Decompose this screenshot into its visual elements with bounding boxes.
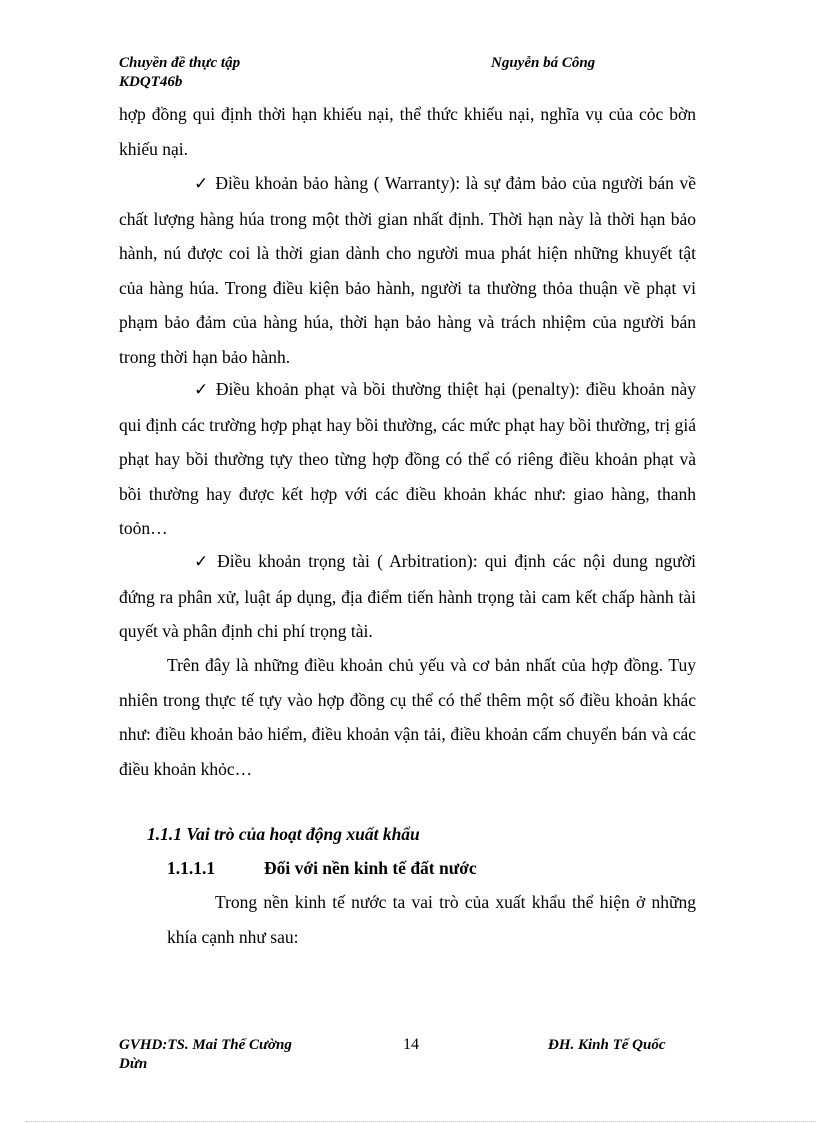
header-right: Nguyễn bá Công — [491, 55, 596, 71]
checkmark-icon: ✓ — [194, 552, 212, 571]
paragraph-intro: Trong nền kinh tế nước ta vai trò của xuất khẩu thể hiện ở những khía cạnh như sau: — [167, 892, 696, 947]
paragraph-penalty-text: Điều khoản phạt và bồi thường thiệt hại (penalty): điều khoản này qui định các trường hợp phạt hay bồi thường, các mức phạt hay bồi thường, trị giá phạt hay bồi thường tựy theo từng hợp đồng có thể có riêng điều khoản phạt và bồi thường hay được kết hợp với các điều khoản khác như: giao hàng, thanh toỏn… — [119, 379, 696, 538]
paragraph-summary: Trên đây là những điều khoản chủ yếu và cơ bản nhất của hợp đồng. Tuy nhiên trong thực tế tựy vào hợp đồng cụ thể có thể thêm một số điều khoản khác như: điều khoản bảo hiểm, điều khoản vận tải, điều khoản cấm chuyển bán và các điều khoản khỏc… — [119, 655, 696, 779]
footer-left-line2: Dừn — [119, 1056, 148, 1072]
paragraph-arbitration-text: Điều khoản trọng tài ( Arbitration): qui định các nội dung người đứng ra phân xử, luật áp dụng, địa điểm tiến hành trọng tài cam kết chấp hành tài quyết và phân định chi phí trọng tài. — [119, 551, 697, 641]
subsection-title: Đối với nền kinh tế đất nước — [264, 858, 477, 878]
subsection-number: 1.1.1.1 — [167, 858, 216, 878]
header-left-line2: KDQT46b — [119, 74, 183, 90]
paragraph-penalty — [119, 372, 696, 546]
paragraph-1: hợp đồng qui định thời hạn khiếu nại, thể thức khiếu nại, nghĩa vụ của cỏc bờn khiếu nại. — [119, 104, 696, 159]
header-left-line1: Chuyền đề thực tập — [119, 55, 241, 71]
page-edge-divider — [26, 1121, 816, 1122]
checkmark-icon: ✓ — [194, 174, 210, 193]
paragraph-arbitration — [119, 544, 696, 649]
footer-left-line1: GVHD:TS. Mai Thế Cường — [119, 1037, 292, 1053]
section-heading: 1.1.1 Vai trò của hoạt động xuất khẩu — [147, 824, 420, 844]
paragraph-warranty-text: Điều khoản bảo hàng ( Warranty): là sự đảm bảo của người bán về chất lượng hàng húa trong một thời gian nhất định. Thời hạn này là thời hạn bảo hành, nú được coi là thời gian dành cho người mua phát hiện những khuyết tật của hàng húa. Trong điều kiện bảo hành, người ta thường thỏa thuận về phạt vi phạm bảo đảm của hàng húa, thời hạn bảo hàng và trách nhiệm của người bán trong thời hạn bảo hành. — [119, 173, 696, 367]
footer-right: ĐH. Kinh Tế Quốc — [548, 1037, 666, 1053]
page-number: 14 — [403, 1036, 419, 1053]
paragraph-warranty — [119, 166, 696, 374]
checkmark-icon: ✓ — [194, 380, 210, 399]
